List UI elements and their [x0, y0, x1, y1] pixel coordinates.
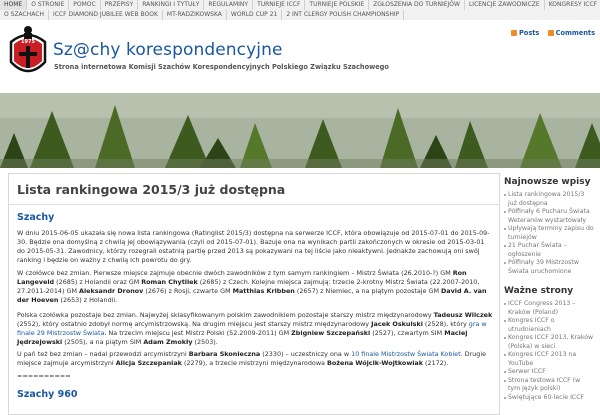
nav-item-diamond-jubilee[interactable]: ICCF DIAMOND JUBILEE WEB BOOK — [49, 10, 163, 20]
nav-item-world-cup[interactable]: WORLD CUP 21 — [227, 10, 282, 20]
rss-icon — [511, 30, 517, 36]
world-final-link[interactable]: gra w finale 29 Mistrzostw Świata — [17, 320, 487, 337]
player-name: Ron Langeveld — [17, 269, 467, 286]
text: (2172). — [422, 359, 449, 367]
nav-item-zgloszenia[interactable]: ZGŁOSZENIA DO TURNIEJÓW — [369, 0, 465, 10]
paragraph-4 — [17, 350, 493, 368]
nav-item-turnieje-polskie[interactable]: TURNIEJE POLSKIE — [305, 0, 369, 10]
text: (2503). — [192, 338, 218, 346]
important-page-link[interactable]: Kongres ICCF o utrudnieniach — [504, 317, 594, 334]
text: (2279), a trzecie mistrzyni międzynarodowa — [181, 359, 327, 367]
nav-item-mt-radzikowska[interactable]: MT-RADZIKOWSKA — [163, 10, 227, 20]
nav-item-licencje[interactable]: LICENCJE ZAWODNICZE — [465, 0, 545, 10]
text: (2685) z Czech. Kolejne miejsca zajmują: trzecie 2-krotny Mistrz Świata (22.2007-2010, 27.2011-2014) GM — [17, 278, 480, 295]
next-section-heading: Szachy 960 — [17, 389, 78, 400]
important-page-link[interactable]: ICCF Congress 2013 – Kraków (Poland) — [504, 300, 594, 317]
player-name: Jacek Oskulski — [371, 320, 423, 328]
player-name: Barbara Skonieczna — [188, 350, 261, 358]
text: (2505), a na piątym SIM — [62, 338, 144, 346]
nav-row-1 — [0, 0, 600, 10]
text: (2528), który — [422, 320, 469, 328]
text: (2527), czwartym SIM — [370, 329, 445, 337]
nav-item-pomoc[interactable]: POMOC — [69, 0, 100, 10]
important-page-link[interactable]: Kongres ICCF 2013 na YouTube — [504, 351, 594, 368]
text: Polska czołówka pozostaje bez zmian. Najwyżej sklasyfikowanym polskim zawodnikiem pozostaje starszy mistrz międzynarodowy — [17, 311, 434, 319]
feed-links — [505, 29, 595, 37]
nav-item-clergy[interactable]: 2 INT CLERGY POLISH CHAMPIONSHIP — [282, 10, 404, 20]
posts-feed-link[interactable] — [511, 29, 539, 37]
nav-item-przepisy[interactable]: PRZEPISY — [101, 0, 139, 10]
player-name: Bożena Wójcik-Wojtkowiak — [327, 359, 423, 367]
important-page-link[interactable]: Serwer ICCF — [504, 368, 594, 377]
important-pages-list — [504, 300, 594, 402]
text: (2685) z Holandii oraz GM — [54, 278, 142, 286]
nav-item-o-stronie[interactable]: O STRONIE — [27, 0, 69, 10]
post-content — [8, 173, 500, 415]
paragraph-1: W dniu 2015-06-05 ukazała się nowa lista rankingowa (Ratinglist 2015/3) dostępna na serwerze ICCF, która obowiązuje od 2015-07-01 do 2015-09-30. Będzie ona domyślną z chwilą jej obowiązywania (czyli od 2015-07-01). Bazuje ona na wynikach partii zakończonych w okresie od 2015-03-01 do 2015-05-31. Zawodnicy, którzy rozegrali ostatnią partię przed 2013 są pokazywani na tej liście jako nieaktywni. Jednakże zachowują oni swój ranking i będzie on ważny z chwilą ich powrotu do gry. — [17, 229, 490, 264]
title-divider — [9, 204, 499, 205]
site-description: Strona internetowa Komisji Szachów Korespondencyjnych Polskiego Związku Szachowego — [54, 63, 389, 71]
text: (2653) z Holandii. — [58, 296, 118, 304]
nav-item-kongresy[interactable]: KONGRESY ICCF — [545, 0, 600, 10]
recent-posts-list — [504, 191, 594, 276]
important-page-link[interactable]: Świętujące 60-lecie ICCF — [504, 394, 594, 403]
header-banner-image — [0, 93, 600, 168]
paragraph-3 — [17, 311, 493, 347]
text: (2330) – uczestniczy ona w — [260, 350, 352, 358]
nav-row-2 — [0, 10, 404, 20]
top-navigation — [0, 0, 600, 21]
separator: ========== — [17, 372, 71, 380]
site-header — [0, 20, 600, 93]
paragraph-2 — [17, 269, 493, 305]
player-name: Maciej Jędrzejowski — [17, 329, 468, 346]
recent-post-link[interactable]: 21 Puchar Świata – ogłoszenie — [504, 242, 594, 259]
text: (2657) z Niemiec, a na piątym pozostaje GM — [294, 287, 441, 295]
text: W czołówce bez zmian. Pierwsze miejsce zajmuje obecnie dwóch zawodników z tym samym rankingiem – Mistrz Świata (26.2010-?) GM — [17, 269, 453, 277]
text: U pań też bez zmian – nadal przewodzi arcymistrzyni — [17, 350, 189, 358]
logo-year: 1975 — [21, 39, 35, 45]
nav-item-home[interactable]: HOME — [0, 0, 27, 10]
nav-item-regulaminy[interactable]: REGULAMINY — [204, 0, 253, 10]
player-name: Tadeusz Wilczek — [433, 311, 493, 319]
player-name: Matthias Kribben — [232, 287, 295, 295]
recent-posts-heading: Najnowsze wpisy — [504, 177, 591, 187]
player-name: Roman Chytilek — [141, 278, 198, 286]
text: (2552), który ostatnio zdobył normę arcymistrzowską. Na drugim miejscu jest starszy mistrz międzynarodowy — [17, 320, 372, 328]
recent-post-link[interactable]: Półfinały 6 Pucharu Świata Weteranów wystartowały — [504, 208, 594, 225]
player-name: David A. van der Hoeven — [17, 287, 487, 304]
recent-post-link[interactable]: Półfinały 39 Mistrzostw Świata uruchomione — [504, 259, 594, 276]
player-name: Zbigniew Szczepański — [291, 329, 371, 337]
important-page-link[interactable]: Strona testowa ICCF (w tym język polski) — [504, 377, 594, 394]
important-pages-heading: Ważne strony — [504, 286, 574, 296]
sidebar — [500, 173, 600, 400]
section-heading: Szachy — [17, 212, 55, 223]
nav-item-turnieje-iccf[interactable]: TURNIEJE ICCF — [253, 0, 305, 10]
nav-item-rankingi[interactable]: RANKINGI I TYTUŁY — [138, 0, 204, 10]
comments-feed-label: Comments — [555, 29, 595, 37]
text: (2676) z Rosji, czwarte GM — [143, 287, 233, 295]
nav-item-o-szachach[interactable]: O SZACHACH — [0, 10, 49, 20]
player-name: Adam Zmokły — [143, 338, 193, 346]
site-logo[interactable] — [5, 24, 51, 82]
recent-post-link[interactable]: Lista rankingowa 2015/3 już dostępna — [504, 191, 594, 208]
site-title[interactable]: Sz@chy korespondencyjne — [53, 40, 283, 60]
posts-feed-label: Posts — [518, 29, 540, 37]
important-page-link[interactable]: Kongres ICCF 2013, Kraków (Polska) w sieci — [504, 334, 594, 351]
recent-post-link[interactable]: Upływają terminy zapisu do turniejów — [504, 225, 594, 242]
women-final-link[interactable]: 10 finale Mistrzostw Świata Kobiet — [351, 350, 461, 358]
text: . Drugie miejsce zajmuje arcymistrzyni — [17, 350, 487, 367]
text: . Na trzecim miejscu jest Mistrz Polski (52.2009-2011) GM — [104, 329, 292, 337]
post-title[interactable]: Lista rankingowa 2015/3 już dostępna — [17, 182, 286, 197]
comments-feed-link[interactable] — [548, 29, 595, 37]
rss-icon — [548, 30, 554, 36]
player-name: Alicja Szczepaniak — [115, 359, 182, 367]
player-name: Aleksandr Dronov — [79, 287, 144, 295]
